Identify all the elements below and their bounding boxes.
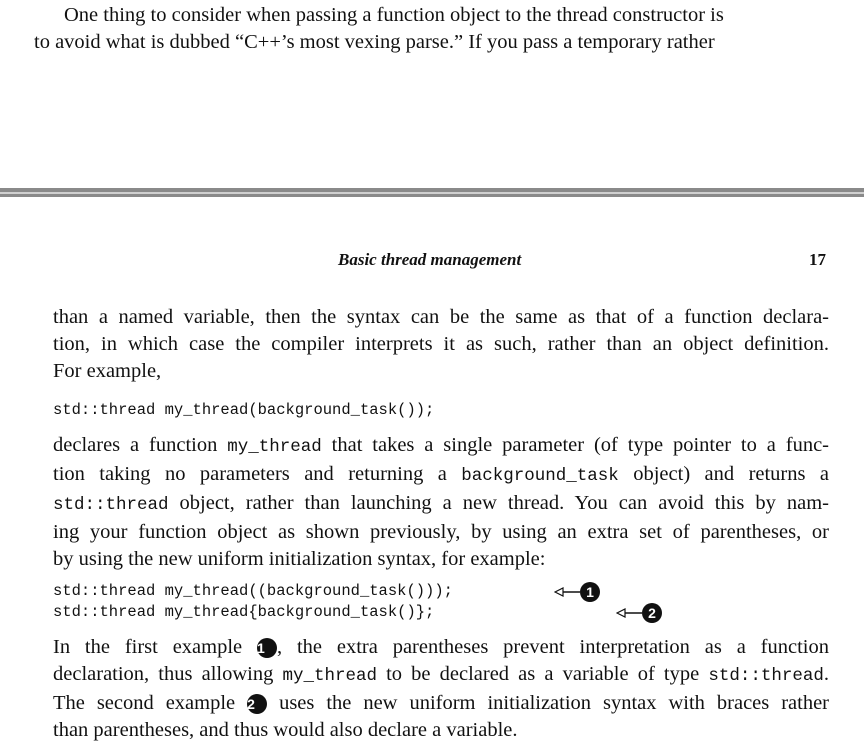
inline-marker-2: 2 (247, 694, 267, 714)
code-example-2: std::thread my_thread((background_task())); (53, 582, 453, 600)
fragment-line-2: to avoid what is dubbed “C++’s most vexing parse.” If you pass a temporary rather (34, 31, 715, 53)
arrow-left-icon (554, 586, 580, 598)
code-callout-1 (554, 582, 600, 602)
text-run: object) and returns a (618, 463, 829, 485)
paragraph-1-line-2: tion, in which case the compiler interprets it as such, rather than an object definition. (53, 333, 829, 355)
inline-code-std-thread: std::thread (708, 666, 824, 686)
text-run: declaration, thus allowing (53, 663, 283, 685)
arrow-left-icon (616, 607, 642, 619)
paragraph-2-line-1 (53, 432, 829, 461)
text-run: The second example (53, 692, 248, 714)
paragraph-1-line-1: than a named variable, then the syntax can be the same as that of a function declara- (53, 306, 829, 328)
paragraph-3 (53, 634, 829, 744)
page-number: 17 (809, 250, 826, 269)
paragraph-3-line-4: than parentheses, and thus would also declare a variable. (53, 719, 518, 741)
text-run: tion taking no parameters and returning a (53, 463, 462, 485)
text-run: , the extra parentheses prevent interpretation as a function (277, 636, 829, 658)
code-example-1: std::thread my_thread(background_task()); (53, 401, 435, 419)
text-run: . (823, 663, 829, 685)
inline-code-background-task: background_task (461, 466, 619, 486)
paragraph-2-line-4: ing your function object as shown previously, by using an extra set of parentheses, or (53, 521, 829, 543)
paragraph-2-line-5: by using the new uniform initialization syntax, for example: (53, 548, 546, 570)
inline-code-std-thread: std::thread (53, 495, 169, 515)
code-example-3: std::thread my_thread{background_task()}; (53, 603, 435, 621)
inline-marker-1: 1 (257, 638, 277, 658)
paragraph-1 (53, 304, 829, 385)
inline-code-my-thread: my_thread (282, 666, 377, 686)
page-separator-highlight (0, 192, 864, 194)
paragraph-2-line-3 (53, 490, 829, 519)
callout-marker-2: 2 (642, 603, 662, 623)
paragraph-1-line-3: For example, (53, 360, 162, 382)
text-run: to be declared as a variable of type (376, 663, 709, 685)
text-run: object, rather than launching a new thread. You can avoid this by nam- (168, 492, 829, 514)
fragment-line-1: One thing to consider when passing a function object to the thread constructor is (64, 4, 724, 26)
text-run: that takes a single parameter (of type pointer to a func- (321, 434, 830, 456)
running-header-title: Basic thread management (338, 250, 522, 269)
paragraph-2 (53, 432, 829, 573)
callout-marker-1: 1 (580, 582, 600, 602)
paragraph-3-line-1 (53, 634, 829, 661)
paragraph-3-line-3 (53, 690, 829, 717)
paragraph-3-line-2 (53, 661, 829, 690)
previous-page-fragment (34, 2, 814, 56)
text-run: uses the new uniform initialization syntax with braces rather (267, 692, 829, 714)
text-run: In the first example (53, 636, 257, 658)
code-callout-2 (616, 603, 662, 623)
text-run: declares a function (53, 434, 228, 456)
inline-code-my-thread: my_thread (227, 437, 322, 457)
paragraph-2-line-2 (53, 461, 829, 490)
